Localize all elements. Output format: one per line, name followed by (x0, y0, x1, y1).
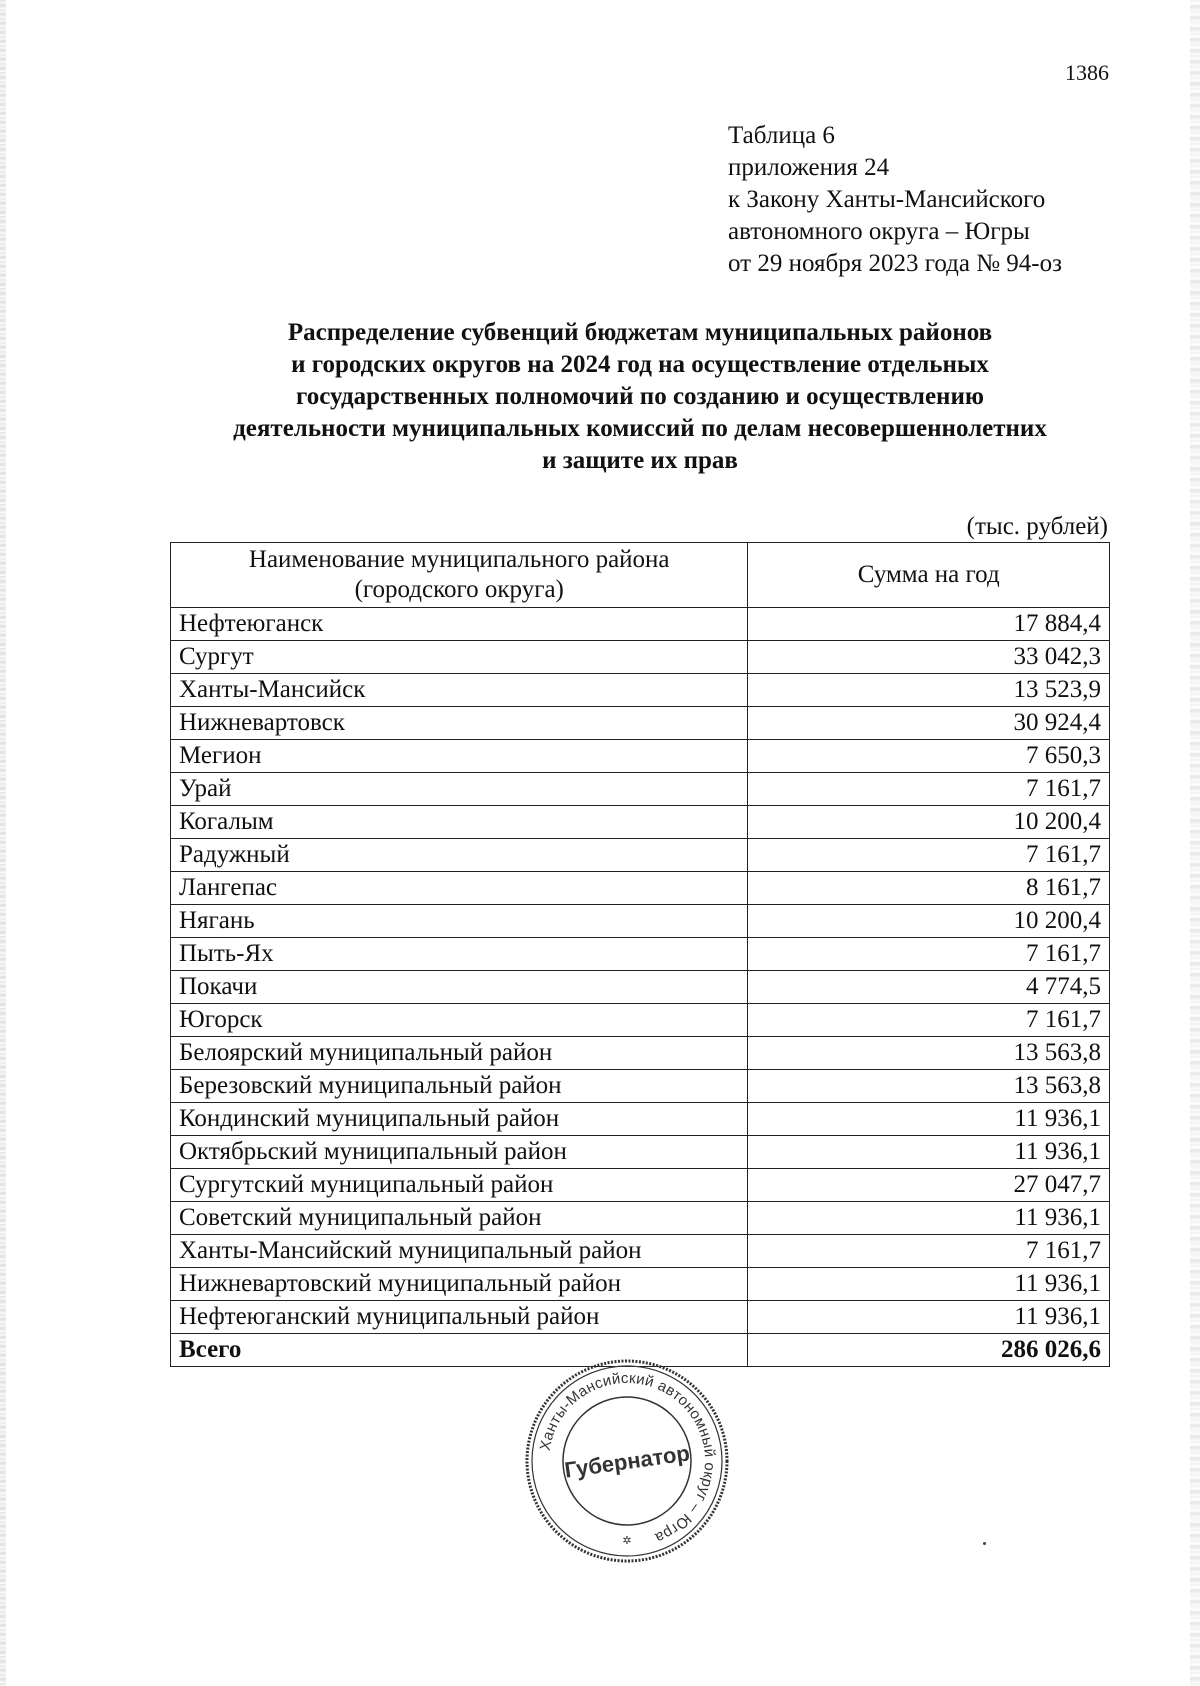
title-line: государственных полномочий по созданию и осуществлению (296, 383, 984, 410)
municipality-name-cell: Березовский муниципальный район (171, 1070, 748, 1103)
annual-sum-cell: 11 936,1 (748, 1136, 1110, 1169)
table-row (171, 1004, 1110, 1037)
appendix-line: Таблица 6 (728, 122, 835, 149)
governor-stamp (522, 1356, 732, 1566)
annual-sum-cell: 7 161,7 (748, 1004, 1110, 1037)
municipality-name-cell: Лангепас (171, 872, 748, 905)
annual-sum-cell: 17 884,4 (748, 608, 1110, 641)
annual-sum-cell: 8 161,7 (748, 872, 1110, 905)
annual-sum-cell: 11 936,1 (748, 1202, 1110, 1235)
municipality-name-cell: Югорск (171, 1004, 748, 1037)
municipality-name-cell: Нефтеюганск (171, 608, 748, 641)
table-row (171, 872, 1110, 905)
title-line: Распределение субвенций бюджетам муниципальных районов (287, 319, 993, 346)
units-label: (тыс. рублей) (966, 513, 1108, 540)
appendix-line: к Закону Ханты-Мансийского (728, 186, 1046, 213)
table-row (171, 1301, 1110, 1334)
municipality-name-cell: Когалым (171, 806, 748, 839)
table-row (171, 1103, 1110, 1136)
table-row (171, 806, 1110, 839)
page-number: 1386 (1065, 60, 1109, 85)
municipality-name-cell: Сургут (171, 641, 748, 674)
annual-sum-cell: 13 523,9 (748, 674, 1110, 707)
table-row (171, 641, 1110, 674)
municipality-name-cell: Ханты-Мансийск (171, 674, 748, 707)
title-line: и защите их прав (542, 447, 738, 474)
annual-sum-cell: 30 924,4 (748, 707, 1110, 740)
table-row (171, 839, 1110, 872)
table-row (171, 1037, 1110, 1070)
annual-sum-cell: 7 650,3 (748, 740, 1110, 773)
stamp-center-text: Губернатор (562, 1440, 692, 1483)
annual-sum-cell: 10 200,4 (748, 905, 1110, 938)
municipality-name-cell: Нягань (171, 905, 748, 938)
municipality-name-cell: Урай (171, 773, 748, 806)
municipality-name-cell: Нижневартовск (171, 707, 748, 740)
municipality-name-cell: Пыть-Ях (171, 938, 748, 971)
annual-sum-cell: 11 936,1 (748, 1301, 1110, 1334)
table-row (171, 971, 1110, 1004)
table-row (171, 608, 1110, 641)
appendix-line: от 29 ноября 2023 года № 94-оз (728, 250, 1062, 277)
stamp-star-icon: ✲ (622, 1534, 632, 1547)
stamp-ring-text: Ханты-Мансийский автономный округ – Югра (536, 1369, 719, 1547)
table-body (171, 608, 1110, 1367)
municipality-name-cell: Белоярский муниципальный район (171, 1037, 748, 1070)
municipality-name-cell: Покачи (171, 971, 748, 1004)
municipality-name-cell: Мегион (171, 740, 748, 773)
scan-edge-left (0, 0, 6, 1686)
municipality-name-cell: Кондинский муниципальный район (171, 1103, 748, 1136)
annual-sum-cell: 7 161,7 (748, 773, 1110, 806)
table-header-row (171, 543, 1110, 608)
scan-edge-right (1190, 0, 1200, 1686)
municipality-name-cell: Советский муниципальный район (171, 1202, 748, 1235)
annual-sum-cell: 33 042,3 (748, 641, 1110, 674)
appendix-note (728, 120, 1062, 280)
table-row (171, 740, 1110, 773)
municipality-name-cell: Нижневартовский муниципальный район (171, 1268, 748, 1301)
title-line: и городских округов на 2024 год на осуществление отдельных (291, 351, 989, 378)
table-row (171, 707, 1110, 740)
total-label-cell: Всего (171, 1334, 748, 1367)
municipality-name-cell: Нефтеюганский муниципальный район (171, 1301, 748, 1334)
municipality-name-cell: Октябрьский муниципальный район (171, 1136, 748, 1169)
title-line: деятельности муниципальных комиссий по делам несовершеннолетних (233, 415, 1047, 442)
table-row (171, 674, 1110, 707)
municipality-name-cell: Сургутский муниципальный район (171, 1169, 748, 1202)
annual-sum-cell: 27 047,7 (748, 1169, 1110, 1202)
table-row (171, 938, 1110, 971)
appendix-line: автономного округа – Югры (728, 218, 1030, 245)
table-row (171, 1070, 1110, 1103)
annual-sum-cell: 13 563,8 (748, 1070, 1110, 1103)
table-row (171, 773, 1110, 806)
municipality-name-cell: Радужный (171, 839, 748, 872)
scan-speck (983, 1542, 986, 1545)
annual-sum-cell: 11 936,1 (748, 1268, 1110, 1301)
total-sum-cell: 286 026,6 (748, 1334, 1110, 1367)
appendix-line: приложения 24 (728, 154, 890, 181)
annual-sum-cell: 7 161,7 (748, 938, 1110, 971)
annual-sum-cell: 7 161,7 (748, 839, 1110, 872)
table-row (171, 1169, 1110, 1202)
annual-sum-cell: 7 161,7 (748, 1235, 1110, 1268)
annual-sum-cell: 13 563,8 (748, 1037, 1110, 1070)
table-row (171, 1202, 1110, 1235)
document-title (170, 317, 1110, 477)
annual-sum-cell: 4 774,5 (748, 971, 1110, 1004)
header-name-cell (171, 543, 748, 608)
header-name-line2: (городского округа) (354, 576, 564, 603)
table-row (171, 1136, 1110, 1169)
header-sum-cell: Сумма на год (748, 543, 1110, 608)
annual-sum-cell: 10 200,4 (748, 806, 1110, 839)
table-row (171, 905, 1110, 938)
header-name-line1: Наименование муниципального района (248, 546, 670, 573)
annual-sum-cell: 11 936,1 (748, 1103, 1110, 1136)
table-row (171, 1235, 1110, 1268)
subventions-table (170, 542, 1110, 1367)
municipality-name-cell: Ханты-Мансийский муниципальный район (171, 1235, 748, 1268)
table-row (171, 1268, 1110, 1301)
